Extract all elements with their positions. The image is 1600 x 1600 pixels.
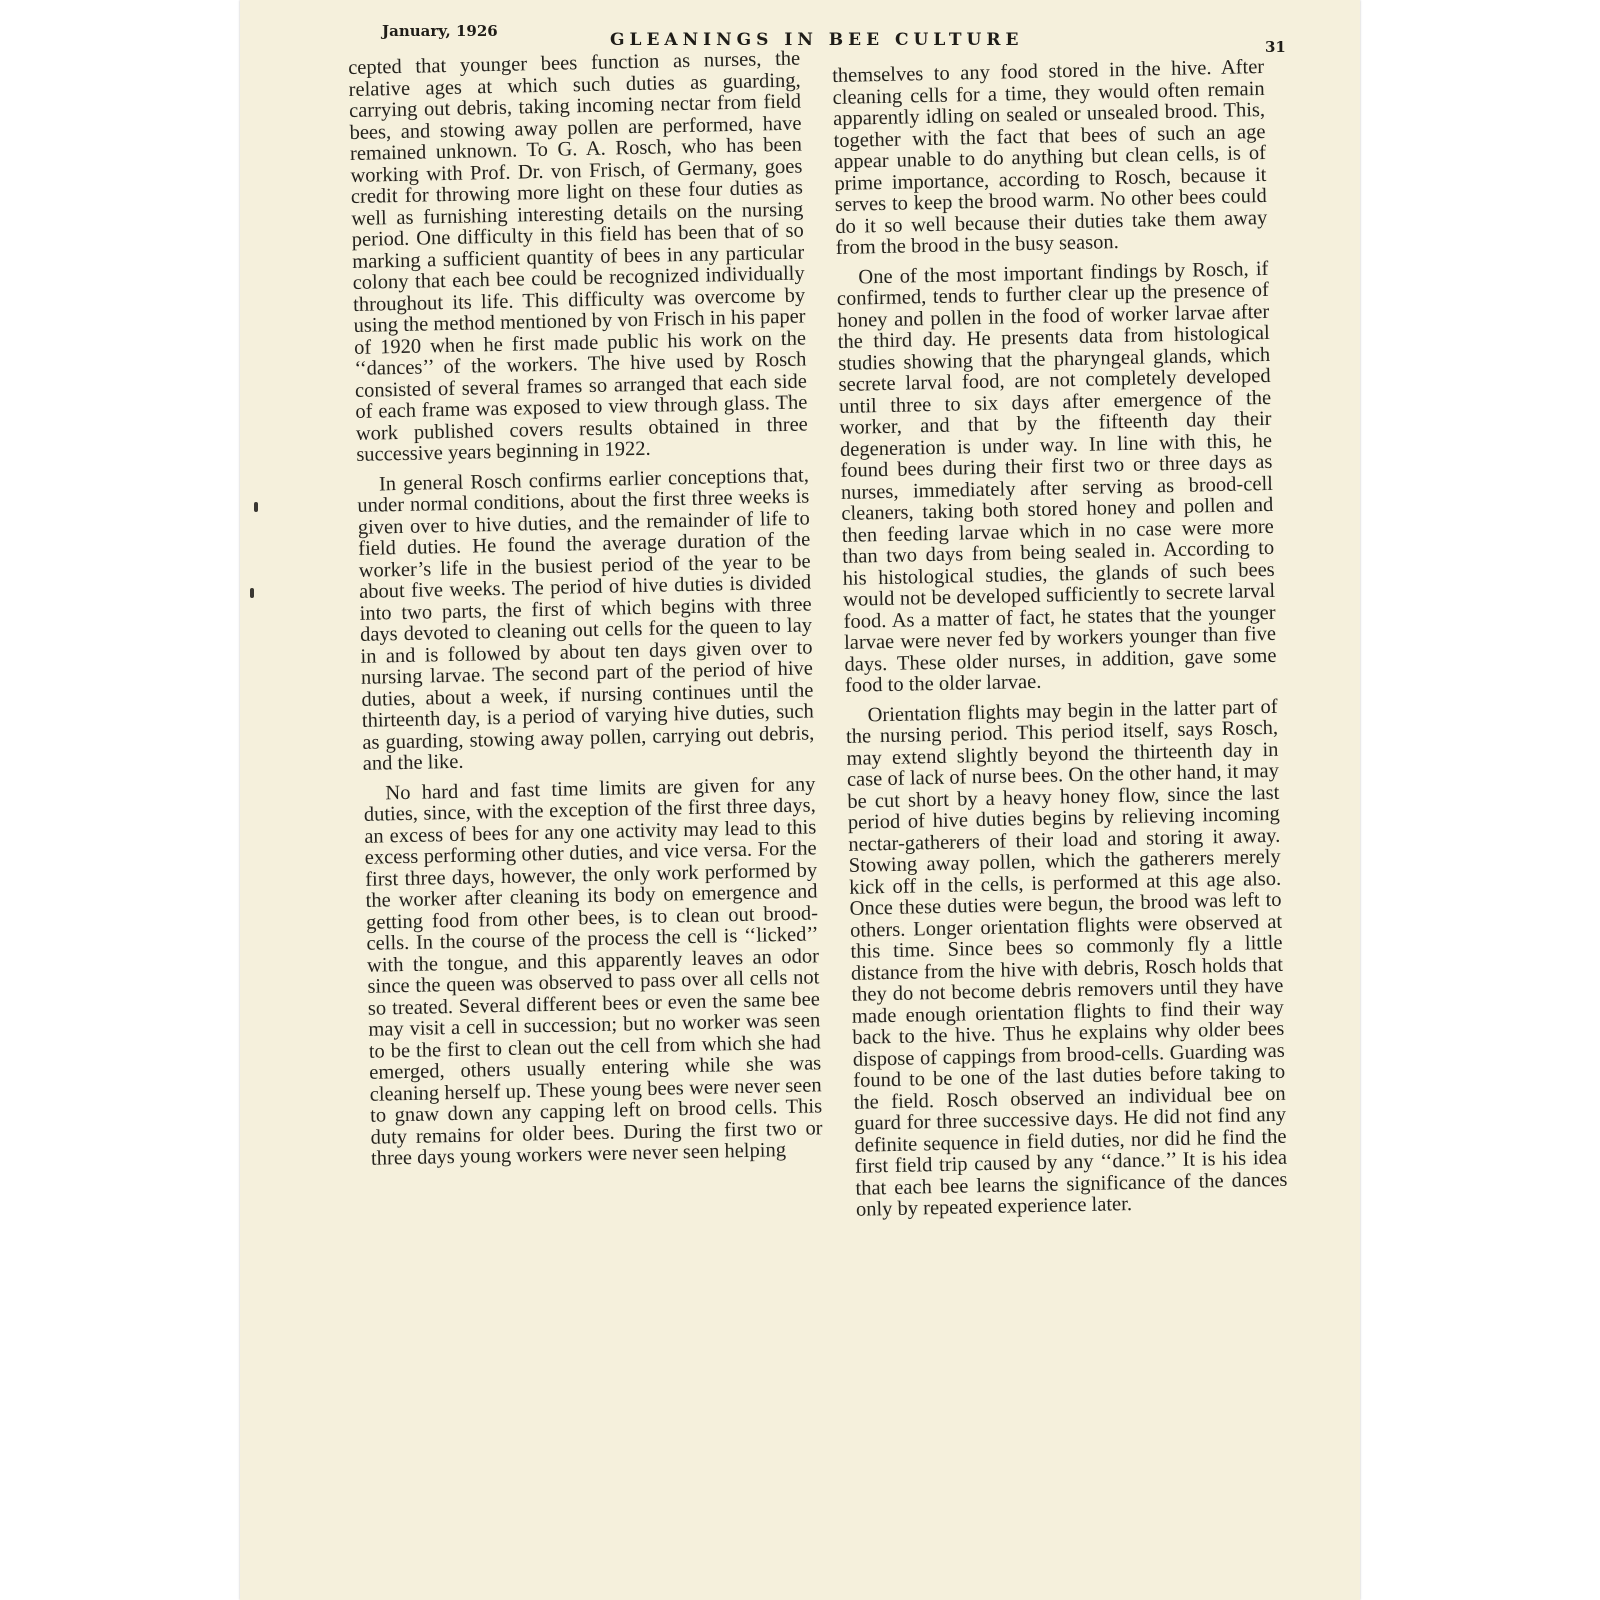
issue-date: January, 1926: [382, 22, 498, 40]
paragraph: Orientation flights may begin in the latter part of the nursing period. This period itself, says Rosch, may extend slightly beyond the thirteenth day in case of lack of nurse bees. On the other hand, it may be cut short by a heavy honey flow, since the last period of hive duties begins by relieving incoming nectar-gatherers of their load and storing it away. Stowing away pollen, which the gatherers merely kick off in the cells, is performed at this age also. Once these duties were begun, the brood was left to others. Longer orientation flights were observed at this time. Since bees so commonly fly a little distance from the hive with debris, Rosch holds that they do not become debris removers until they have made enough orientation flights to find their way back to the hive. Thus he explains why older bees dispose of cappings from brood-cells. Guarding was found to be one of the last duties before taking to the field. Rosch observed an individual bee on guard for three successive days. He did not find any definite sequence in field duties, nor did he find the first field trip caused by any ‘‘dance.’’ It is his idea that each bee learns the significance of the dances only by repeated experience later.: [845, 695, 1288, 1221]
margin-mark: [250, 588, 254, 598]
margin-mark: [254, 502, 258, 512]
running-header: [240, 0, 1360, 60]
journal-title: GLEANINGS IN BEE CULTURE: [610, 30, 1024, 50]
paragraph: No hard and fast time limits are given for any duties, since, with the exception of the first three days, an excess of bees for any one activity may lead to this excess performing other duties, and vice versa. For the first three days, however, the only work performed by the worker after cleaning its body on emergence and getting food from other bees, is to clean out brood-cells. In the course of the process the cell is ‘‘licked’’ with the tongue, and this apparently leaves an odor since the queen was observed to pass over all cells not so treated. Several different bees or even the same bee may visit a cell in succession; but no worker was seen to be the first to clean out the cell from which she had emerged, others usually entering while she was cleaning herself up. These young bees were never seen to gnaw down any capping left on brood cells. This duty remains for older bees. During the first two or three days young workers were never seen helping: [363, 772, 823, 1170]
left-column: [348, 49, 823, 1179]
paragraph: One of the most important findings by Rosch, if confirmed, tends to further clear up the presence of honey and pollen in the food of worker larvae after the third day. He presents data from histological studies showing that the pharyngeal glands, which secrete larval food, are not completely developed until three to six days after emergence of the worker, and that by the fifteenth day their degeneration is under way. In line with this, he found bees during their first two or three days as nurses, immediately after serving as brood-cell cleaners, taking both stored honey and pollen and then feeding larvae which in no case were more than two days from being sealed in. According to his histological studies, the glands of such bees would not be developed sufficiently to secrete larval food. As a matter of fact, he states that the younger larvae were never fed by workers younger than five days. These older nurses, in addition, gave some food to the older larvae.: [836, 257, 1277, 697]
page-number: 31: [1265, 38, 1286, 56]
paragraph: cepted that younger bees function as nurses, the relative ages at which such duties as guarding, carrying out debris, taking incoming nectar from field bees, and stowing away pollen are performed, have remained unknown. To G. A. Rosch, who has been working with Prof. Dr. von Frisch, of Germany, goes credit for throwing more light on these four duties as well as furnishing interesting details on the nursing period. One difficulty in this field has been that of so marking a sufficient quantity of bees in any particular colony that each bee could be recognized individually throughout its life. This difficulty was overcome by using the method mentioned by von Frisch in his paper of 1920 when he first made public his work on the ‘‘dances’’ of the workers. The hive used by Rosch consisted of several frames so arranged that each side of each frame was exposed to view through glass. The work published covers results obtained in three successive years beginning in 1922.: [347, 47, 808, 466]
paragraph: In general Rosch confirms earlier conceptions that, under normal conditions, about the first three weeks is given over to hive duties, and the remainder of life to field duties. He found the average duration of the worker’s life in the busiest period of the year to be about five weeks. The period of hive duties is divided into two parts, the first of which begins with three days devoted to cleaning out cells for the queen to lay in and is followed by about ten days given over to nursing larvae. The second part of the period of hive duties, about a week, if nursing continues until the thirteenth day, is a period of varying hive duties, such as guarding, stowing away pollen, carrying out debris, and the like.: [357, 463, 815, 775]
paragraph: themselves to any food stored in the hive. After cleaning cells for a time, they would often remain apparently idling on sealed or unsealed brood. This, together with the fact that bees of such an age appear unable to do anything but clean cells, is of prime importance, according to Rosch, because it serves to keep the brood warm. No other bees could do it so well because their duties take them away from the brood in the busy season.: [831, 55, 1268, 259]
document-page: [240, 0, 1360, 1600]
right-column: [832, 57, 1288, 1229]
